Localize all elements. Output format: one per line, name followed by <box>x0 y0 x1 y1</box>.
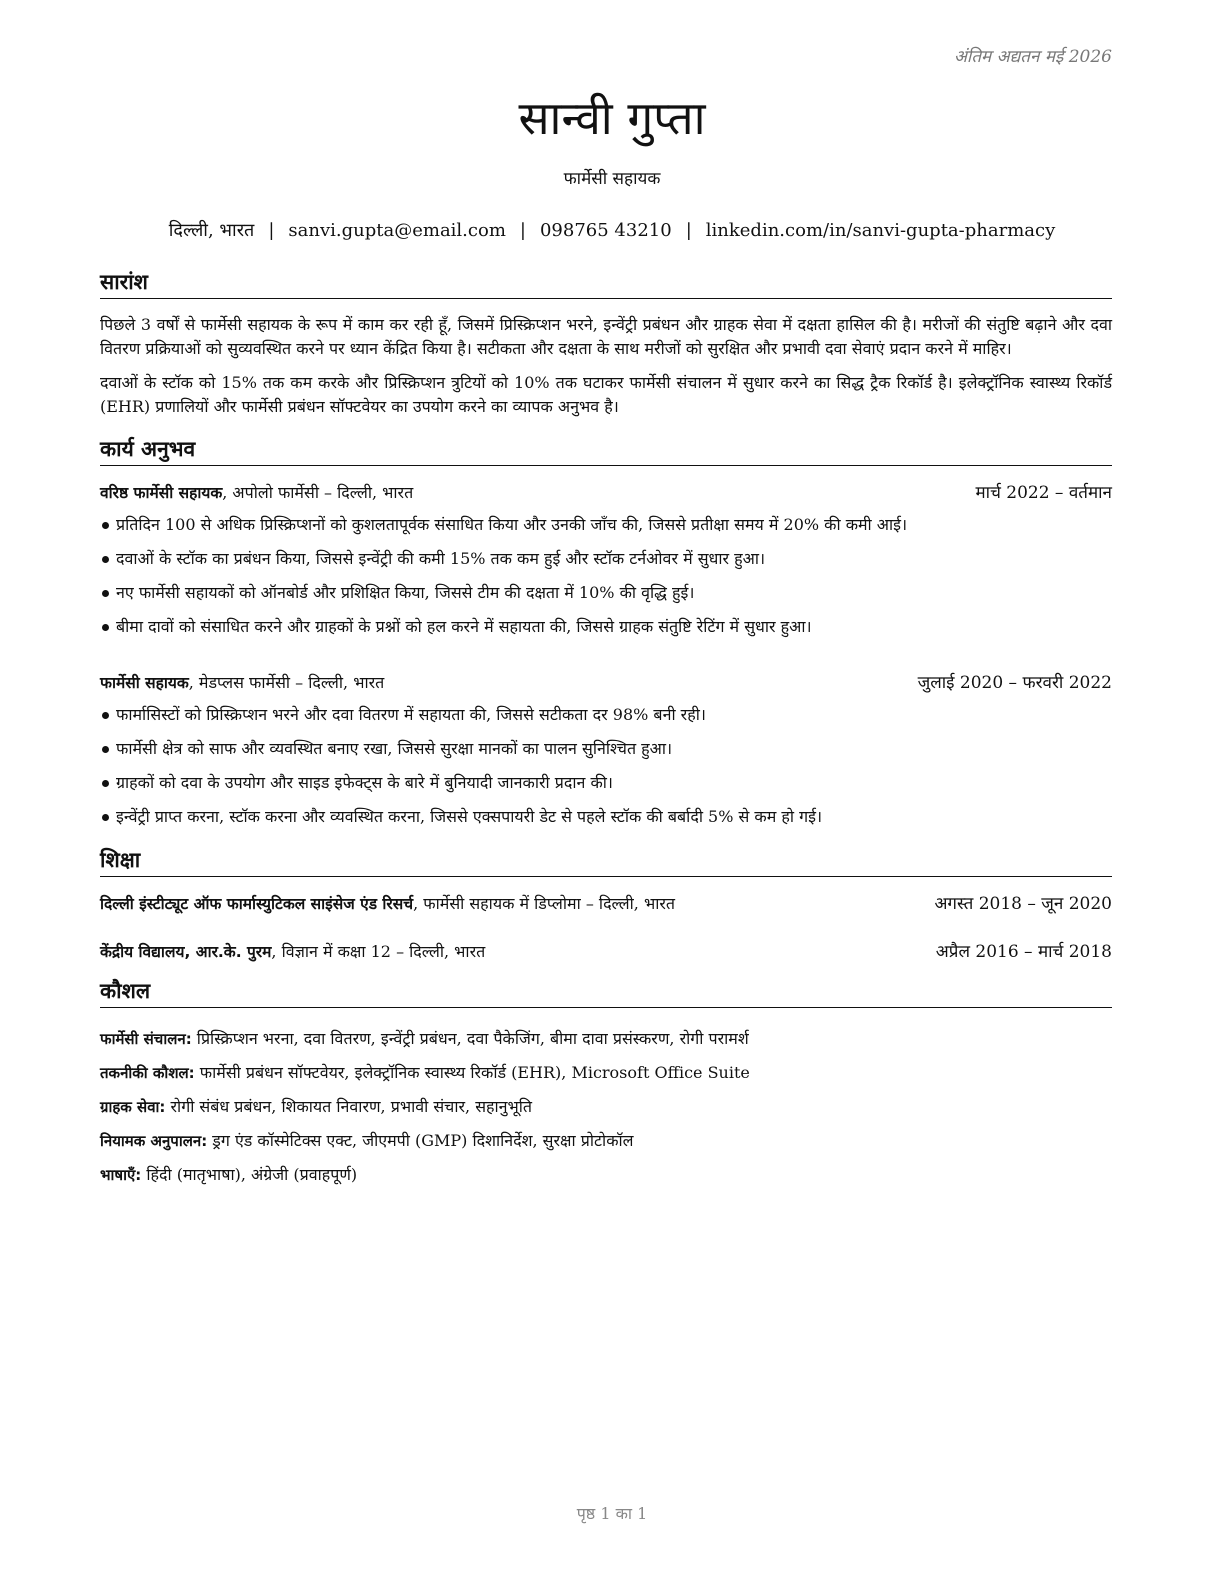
contact-location: दिल्ली, भारत <box>168 220 255 241</box>
skills-list <box>100 1022 1112 1192</box>
job-bullet: प्रतिदिन 100 से अधिक प्रिस्क्रिप्शनों को कुशलतापूर्वक संसाधित किया और उनकी जाँच की, जिससे प्रतीक्षा समय में 20% की कमी आई। <box>100 508 1112 542</box>
education-dates: अप्रैल 2016 – मार्च 2018 <box>935 942 1112 962</box>
contact-separator: | <box>685 220 692 241</box>
job-bullets <box>100 698 1112 834</box>
contact-email[interactable]: sanvi.gupta@email.com <box>288 220 506 241</box>
skill-category: ग्राहक सेवा: <box>100 1098 166 1116</box>
job-bullet: फार्मेसी क्षेत्र को साफ और व्यवस्थित बनाए रखा, जिससे सुरक्षा मानकों का पालन सुनिश्चित हुआ। <box>100 732 1112 766</box>
section-heading-summary: सारांश <box>100 268 1112 299</box>
job-entry <box>100 670 1112 834</box>
contact-phone[interactable]: 098765 43210 <box>539 220 672 241</box>
education-institution: केंद्रीय विद्यालय, आर.के. पुरम <box>100 943 272 961</box>
skill-row <box>100 1124 1112 1158</box>
page-number: पृष्ठ 1 का 1 <box>576 1504 648 1523</box>
job-role: फार्मेसी सहायक <box>100 674 189 692</box>
contact-linkedin[interactable]: linkedin.com/in/sanvi-gupta-pharmacy <box>705 220 1056 241</box>
job-bullet: दवाओं के स्टॉक का प्रबंधन किया, जिससे इन्वेंट्री की कमी 15% तक कम हुई और स्टॉक टर्नओवर में सुधार हुआ। <box>100 542 1112 576</box>
job-org: , मेडप्लस फार्मेसी – दिल्ली, भारत <box>188 673 385 692</box>
education-entry <box>100 939 1112 965</box>
job-bullet: बीमा दावों को संसाधित करने और ग्राहकों के प्रश्नों को हल करने में सहायता की, जिससे ग्राहक संतुष्टि रेटिंग में सुधार हुआ। <box>100 610 1112 644</box>
contact-separator: | <box>268 220 275 241</box>
skill-row <box>100 1056 1112 1090</box>
education-detail: , विज्ञान में कक्षा 12 – दिल्ली, भारत <box>271 942 486 961</box>
education-dates: अगस्त 2018 – जून 2020 <box>934 894 1112 914</box>
skill-row <box>100 1158 1112 1192</box>
section-heading-experience: कार्य अनुभव <box>100 435 1112 466</box>
job-header <box>100 480 1112 506</box>
job-bullet: इन्वेंट्री प्राप्त करना, स्टॉक करना और व्यवस्थित करना, जिससे एक्सपायरी डेट से पहले स्टॉक की बर्बादी 5% से कम हो गई। <box>100 800 1112 834</box>
skill-category: नियामक अनुपालन: <box>100 1132 208 1150</box>
skill-items: ड्रग एंड कॉस्मेटिक्स एक्ट, जीएमपी (GMP) दिशानिर्देश, सुरक्षा प्रोटोकॉल <box>207 1131 634 1150</box>
candidate-title: फार्मेसी सहायक <box>563 169 661 189</box>
skill-items: फार्मेसी प्रबंधन सॉफ्टवेयर, इलेक्ट्रॉनिक स्वास्थ्य रिकॉर्ड (EHR), Microsoft Office Suite <box>194 1063 750 1082</box>
last-updated-note: अंतिम अद्यतन मई 2026 <box>953 47 1112 67</box>
job-bullet: फार्मासिस्टों को प्रिस्क्रिप्शन भरने और दवा वितरण में सहायता की, जिससे सटीकता दर 98% बनी रही। <box>100 698 1112 732</box>
section-heading-skills: कौशल <box>100 977 1112 1008</box>
summary-section <box>100 268 1112 419</box>
skill-category: भाषाएँ: <box>100 1166 142 1184</box>
skill-category: फार्मेसी संचालन: <box>100 1030 192 1048</box>
summary-paragraph: दवाओं के स्टॉक को 15% तक कम करके और प्रिस्क्रिप्शन त्रुटियों को 10% तक घटाकर फार्मेसी संचालन में सुधार करने का सिद्ध ट्रैक रिकॉर्ड है। इलेक्ट्रॉनिक स्वास्थ्य रिकॉर्ड (EHR) प्रणालियों और फार्मेसी प्रबंधन सॉफ्टवेयर का उपयोग करने का व्यापक अनुभव है। <box>100 373 1112 416</box>
job-bullet: ग्राहकों को दवा के उपयोग और साइड इफेक्ट्स के बारे में बुनियादी जानकारी प्रदान की। <box>100 766 1112 800</box>
job-bullets <box>100 508 1112 644</box>
job-dates: जुलाई 2020 – फरवरी 2022 <box>917 673 1112 693</box>
contact-line <box>0 218 1224 242</box>
experience-section <box>100 435 1112 834</box>
skills-section <box>100 977 1112 1192</box>
job-entry <box>100 480 1112 644</box>
job-header <box>100 670 1112 696</box>
contact-separator: | <box>519 220 526 241</box>
skill-items: रोगी संबंध प्रबंधन, शिकायत निवारण, प्रभावी संचार, सहानुभूति <box>165 1097 533 1116</box>
job-org: , अपोलो फार्मेसी – दिल्ली, भारत <box>222 483 414 502</box>
education-section <box>100 846 1112 965</box>
skill-row <box>100 1022 1112 1056</box>
job-bullet: नए फार्मेसी सहायकों को ऑनबोर्ड और प्रशिक्षित किया, जिससे टीम की दक्षता में 10% की वृद्धि हुई। <box>100 576 1112 610</box>
skill-category: तकनीकी कौशल: <box>100 1064 195 1082</box>
skill-items: प्रिस्क्रिप्शन भरना, दवा वितरण, इन्वेंट्री प्रबंधन, दवा पैकेजिंग, बीमा दावा प्रसंस्करण, रोगी परामर्श <box>191 1029 749 1048</box>
job-dates: मार्च 2022 – वर्तमान <box>975 483 1112 503</box>
education-detail: , फार्मेसी सहायक में डिप्लोमा – दिल्ली, भारत <box>413 894 675 913</box>
education-entry <box>100 891 1112 917</box>
skill-row <box>100 1090 1112 1124</box>
summary-paragraph: पिछले 3 वर्षों से फार्मेसी सहायक के रूप में काम कर रही हूँ, जिसमें प्रिस्क्रिप्शन भरने, इन्वेंट्री प्रबंधन और ग्राहक सेवा में दक्षता हासिल की है। मरीजों की संतुष्टि बढ़ाने और दवा वितरण प्रक्रियाओं को सुव्यवस्थित करने पर ध्यान केंद्रित किया है। सटीकता और दक्षता के साथ मरीजों को सुरक्षित और प्रभावी दवा सेवाएं प्रदान करने में माहिर। <box>100 315 1112 358</box>
candidate-name: सान्वी गुप्ता <box>518 91 706 145</box>
education-institution: दिल्ली इंस्टीट्यूट ऑफ फार्मास्युटिकल साइंसेज एंड रिसर्च <box>100 895 414 913</box>
skill-items: हिंदी (मातृभाषा), अंग्रेजी (प्रवाहपूर्ण) <box>141 1165 358 1184</box>
resume-content <box>100 268 1112 1202</box>
section-heading-education: शिक्षा <box>100 846 1112 877</box>
job-role: वरिष्ठ फार्मेसी सहायक <box>100 484 223 502</box>
